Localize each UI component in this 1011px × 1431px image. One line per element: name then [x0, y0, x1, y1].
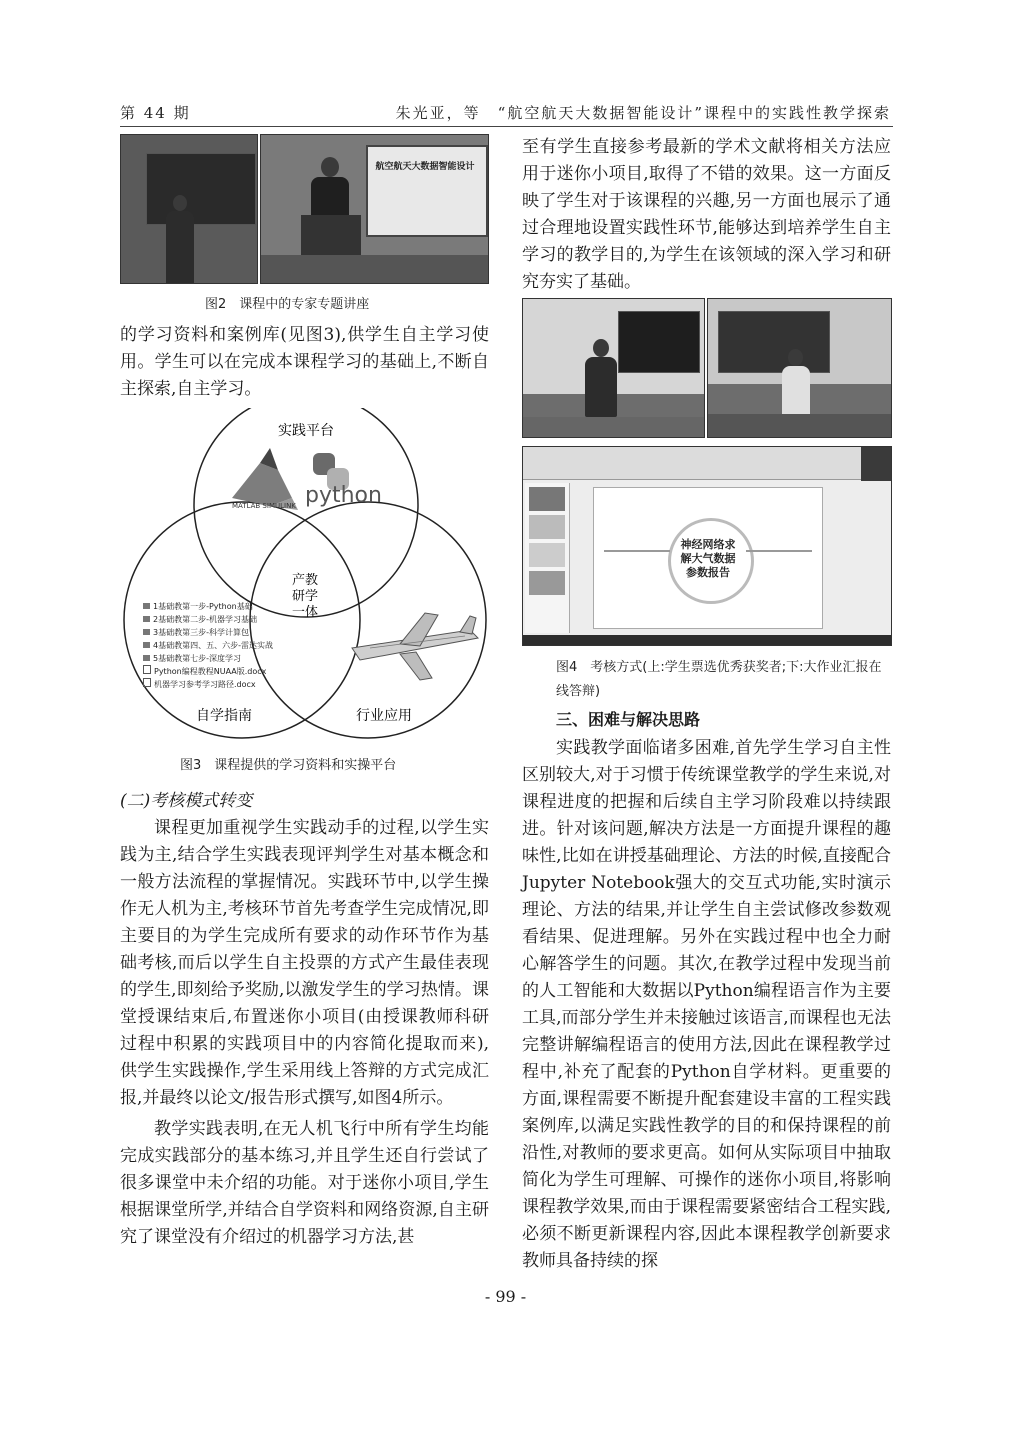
- lecture-slide-title: 航空航天大数据智能设计: [375, 162, 475, 172]
- page-number: - 99 -: [484, 1287, 527, 1306]
- folder-icon: [143, 616, 150, 622]
- section3-heading: 三、困难与解决思路: [556, 710, 701, 729]
- running-title: 朱光亚，等 “航空航天大数据智能设计”课程中的实践性教学探索: [395, 104, 891, 122]
- python-label: python: [305, 483, 382, 508]
- matlab-logo: [232, 448, 298, 510]
- file-list: [143, 600, 273, 691]
- venn-label-left: 自学指南: [196, 708, 252, 724]
- defense-slide-title-3: 参数报告: [686, 566, 730, 579]
- folder-icon: [143, 655, 150, 661]
- venn-label-top: 实践平台: [278, 423, 334, 439]
- lecture-photo-left: [120, 134, 258, 284]
- file-item: 2基础教第二步-机器学习基础: [143, 613, 273, 626]
- venn-circle-right: [250, 502, 486, 738]
- airplane-cutaway-image: [352, 613, 478, 680]
- fig3-caption: 图3 课程提供的学习资料和实操平台: [180, 758, 397, 773]
- venn-center-2: 研学: [291, 589, 319, 604]
- document-icon: [143, 678, 151, 687]
- venn-center-1: 产教: [291, 573, 319, 588]
- file-item: Python编程教程NUAA版.docx: [143, 665, 273, 678]
- venn-label-right: 行业应用: [356, 708, 412, 724]
- document-icon: [143, 665, 151, 674]
- section3-paragraph-1: 实践教学面临诸多困难,首先学生学习自主性区别较大,对于习惯于传统课堂教学的学生来说,对课程进度的把握和后续自主学习阶段难以持续跟进。针对该问题,解决方法是一方面提升课程的趣味性,比如在讲授基础理论、方法的时候,直接配合Jupyter Notebook强大的交互式功能,实时演示理论、方法的结果,并让学生自主尝试修改参数观看结果、促进理解。另外在实践过程中也全力耐心解答学生的问题。其次,在教学过程中发现当前的人工智能和大数据以Python编程语言作为主要工具,而部分学生并未接触过该语言,而课程也无法完整讲解编程语言的使用方法,因此在课程教学过程中,补充了配套的Python自学材料。更重要的方面,课程需要不断提升配套建设丰富的工程实践案例库,以满足实践性教学的目的和保持课程的前沿性,对教师的要求更高。如何从实际项目中抽取简化为学生可理解、可操作的迷你小项目,将影响课程教学效果,而由于课程需要紧密结合工程实践,必须不断更新课程内容,因此本课程教学创新要求教师具备持续的探: [522, 738, 891, 1271]
- folder-icon: [143, 642, 150, 648]
- folder-icon: [143, 629, 150, 635]
- fig2-caption: 图2 课程中的专家专题讲座: [205, 297, 370, 312]
- issue-number: 第 44 期: [120, 104, 191, 122]
- section2-heading: (二)考核模式转变: [120, 791, 253, 811]
- fig3-venn-diagram: [120, 408, 490, 748]
- file-item: 3基础教第三步-科学计算包: [143, 626, 273, 639]
- fig4-caption: 图4 考核方式(上:学生票选优秀获奖者;下:大作业汇报在线答辩): [556, 660, 882, 699]
- section3-block: [522, 706, 891, 1275]
- award-photo-left: [522, 298, 705, 438]
- defense-slide-title-1: 神经网络求: [680, 538, 736, 551]
- file-item: 机器学习参考学习路径.docx: [143, 678, 273, 691]
- section2-block: [120, 788, 489, 1251]
- lecture-photo-right: [260, 134, 489, 284]
- file-item: 5基础教第七步-深度学习: [143, 652, 273, 665]
- section2-paragraph-2: 教学实践表明,在无人机飞行中所有学生均能完成实践部分的基本练习,并且学生还自行尝试了很多课堂中未介绍的功能。对于迷你小项目,学生根据课堂所学,并结合自学资料和网络资源,自主研究了课堂没有介绍过的机器学习方法,甚: [120, 1119, 489, 1247]
- matlab-label: MATLAB SIMULINK: [232, 502, 296, 510]
- section2-paragraph-1: 课程更加重视学生实践动手的过程,以学生实践为主,结合学生实践表现评判学生对基本概念和一般方法流程的掌握情况。实践环节中,以学生操作无人机为主,考核环节首先考查学生完成情况,即主要目的为学生完成所有要求的动作环节作为基础考核,而后以学生自主投票的方式产生最佳表现的学生,即刻给予奖励,以激发学生的学习热情。课堂授课结束后,布置迷你小项目(由授课教师科研过程中积累的实践项目中的内容简化提取而来),供学生实践操作,学生采用线上答辩的方式完成汇报,并最终以论文/报告形式撰写,如图4所示。: [120, 818, 489, 1108]
- header-rule: [120, 126, 893, 127]
- right-paragraph-1: 至有学生直接参考最新的学术文献将相关方法应用于迷你小项目,取得了不错的效果。这一方面反映了学生对于该课程的兴趣,另一方面也展示了通过合理地设置实践性环节,能够达到培养学生自主学习的教学目的,为学生在该领域的深入学习和研究夯实了基础。: [522, 137, 891, 292]
- folder-icon: [143, 603, 150, 609]
- python-logo: [305, 453, 382, 508]
- award-photo-right: [707, 298, 892, 438]
- file-item: 4基础教第四、五、六步-雷达实战: [143, 639, 273, 652]
- venn-center-3: 一体: [291, 605, 319, 620]
- online-defense-screenshot: [522, 446, 892, 646]
- file-item: 1基础教第一步-Python基础: [143, 600, 273, 613]
- defense-slide-title-2: 解大气数据: [680, 552, 736, 565]
- left-paragraph-1: 的学习资料和案例库(见图3),供学生自主学习使用。学生可以在完成本课程学习的基础上,不断自主探索,自主学习。: [120, 325, 489, 399]
